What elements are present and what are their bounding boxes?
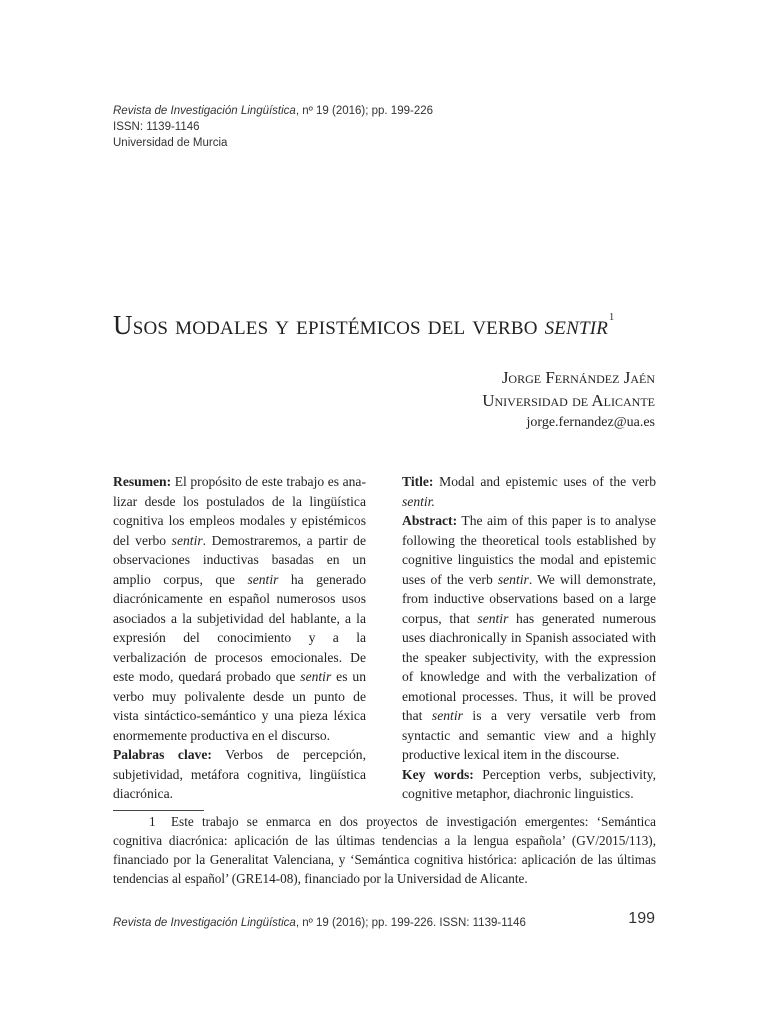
- english-title-italic: sentir.: [402, 493, 435, 509]
- abstract-text: is a very versatile verb from syntactic and semantic view and a highly productive lexical item in the discourse.: [402, 708, 656, 762]
- resumen-italic: sentir: [300, 669, 332, 684]
- author-email: jorge.fernandez@ua.es: [526, 415, 655, 430]
- palabras-clave-label: Palabras clave:: [113, 747, 212, 762]
- resumen-text: . Demostraremos, a partir de observaciones inductivas basadas en un amplio corpus, que: [113, 532, 367, 587]
- footnote-number: 1: [149, 814, 156, 829]
- resumen-italic: sentir: [171, 532, 203, 548]
- journal-issn: ISSN: 1139-1146: [113, 121, 200, 133]
- abstract-text: . We will demonstrate, from inductive observations based on a large corpus, that: [402, 571, 657, 626]
- page-footer: [113, 916, 533, 930]
- abstract-paragraph: [402, 511, 656, 765]
- key-words-paragraph: [402, 765, 656, 804]
- page-number: 199: [628, 910, 655, 927]
- abstract-text: The aim of this paper is to analyse following the theoretical tools established by cognitive linguistics the modal and epistemic uses of the verb: [402, 513, 656, 587]
- footer-citation: , nº 19 (2016); pp. 199-226. ISSN: 1139-1146: [295, 917, 526, 929]
- footnote: [113, 812, 656, 888]
- english-title-label: Title:: [402, 474, 434, 489]
- author-affiliation: Universidad de Alicante: [482, 391, 655, 410]
- title-main: Usos modales y epistémicos del verbo: [113, 310, 545, 340]
- palabras-clave-paragraph: [113, 745, 366, 804]
- palabras-clave-text: Verbos de percepción, subjetividad, metáfora cognitiva, lingüística diacrónica.: [113, 747, 367, 801]
- english-abstract-column: [402, 472, 656, 804]
- spanish-abstract-column: [113, 472, 366, 804]
- author-block: [255, 366, 655, 434]
- author-name: Jorge Fernández Jaén: [501, 368, 655, 387]
- abstract-italic: sentir: [431, 708, 463, 723]
- key-words-label: Key words:: [402, 766, 474, 782]
- resumen-text: ha generado diacrónicamente en español numerosos usos asociados a la subjetividad del hablante, a la expresión del conocimiento y a la verbalización de procesos emocionales. De este modo, quedará probado que: [113, 571, 366, 684]
- footnote-text: Este trabajo se enmarca en dos proyectos de investigación emergentes: ‘Semántica cognitiva diacrónica: aplicación de las últimas tendencias a la lengua española’ (GV/2015/113), financiado por la Generalitat Valenciana, y ‘Semántica cognitiva histórica: aplicación de las últimas tendencias al español’ (GRE14-08), financiado por la Universidad de Alicante.: [113, 814, 656, 886]
- english-title-paragraph: [402, 472, 656, 511]
- resumen-text: es un verbo muy polivalente desde un punto de vista sintáctico-semántico y una pieza léxica enormemente productiva en el discurso.: [113, 669, 367, 743]
- resumen-text: El propósito de este trabajo es analizar desde los postulados de la lingüística cognitiva los empleos modales y epistémicos del verbo: [113, 474, 366, 548]
- abstract-label: Abstract:: [402, 513, 458, 528]
- journal-university: Universidad de Murcia: [113, 137, 228, 149]
- footnote-divider: [113, 810, 204, 811]
- journal-name: Revista de Investigación Lingüística: [113, 105, 296, 117]
- abstract-text: has generated numerous uses diachronically in Spanish associated with the speaker subjectivity, with the expression of knowledge and with the verbalization of emotional processes. Thus, it will be proved that: [402, 610, 656, 723]
- resumen-label: Resumen:: [113, 474, 172, 489]
- journal-citation: [113, 103, 613, 119]
- resumen-paragraph: [113, 472, 366, 745]
- footer-journal-name: Revista de Investigación Lingüística: [113, 917, 296, 929]
- journal-issue: , nº 19 (2016); pp. 199-226: [295, 105, 434, 117]
- resumen-italic: sentir: [247, 571, 279, 587]
- key-words-text: Perception verbs, subjectivity, cognitive metaphor, diachronic linguistics.: [402, 766, 656, 801]
- article-title: [113, 300, 673, 343]
- title-italic-word: sentir: [544, 310, 609, 340]
- abstract-italic: sentir: [477, 610, 509, 626]
- title-footnote-mark: 1: [609, 312, 615, 323]
- abstract-italic: sentir: [497, 571, 529, 587]
- english-title-text: Modal and epistemic uses of the verb: [433, 474, 656, 489]
- journal-header: [113, 103, 613, 151]
